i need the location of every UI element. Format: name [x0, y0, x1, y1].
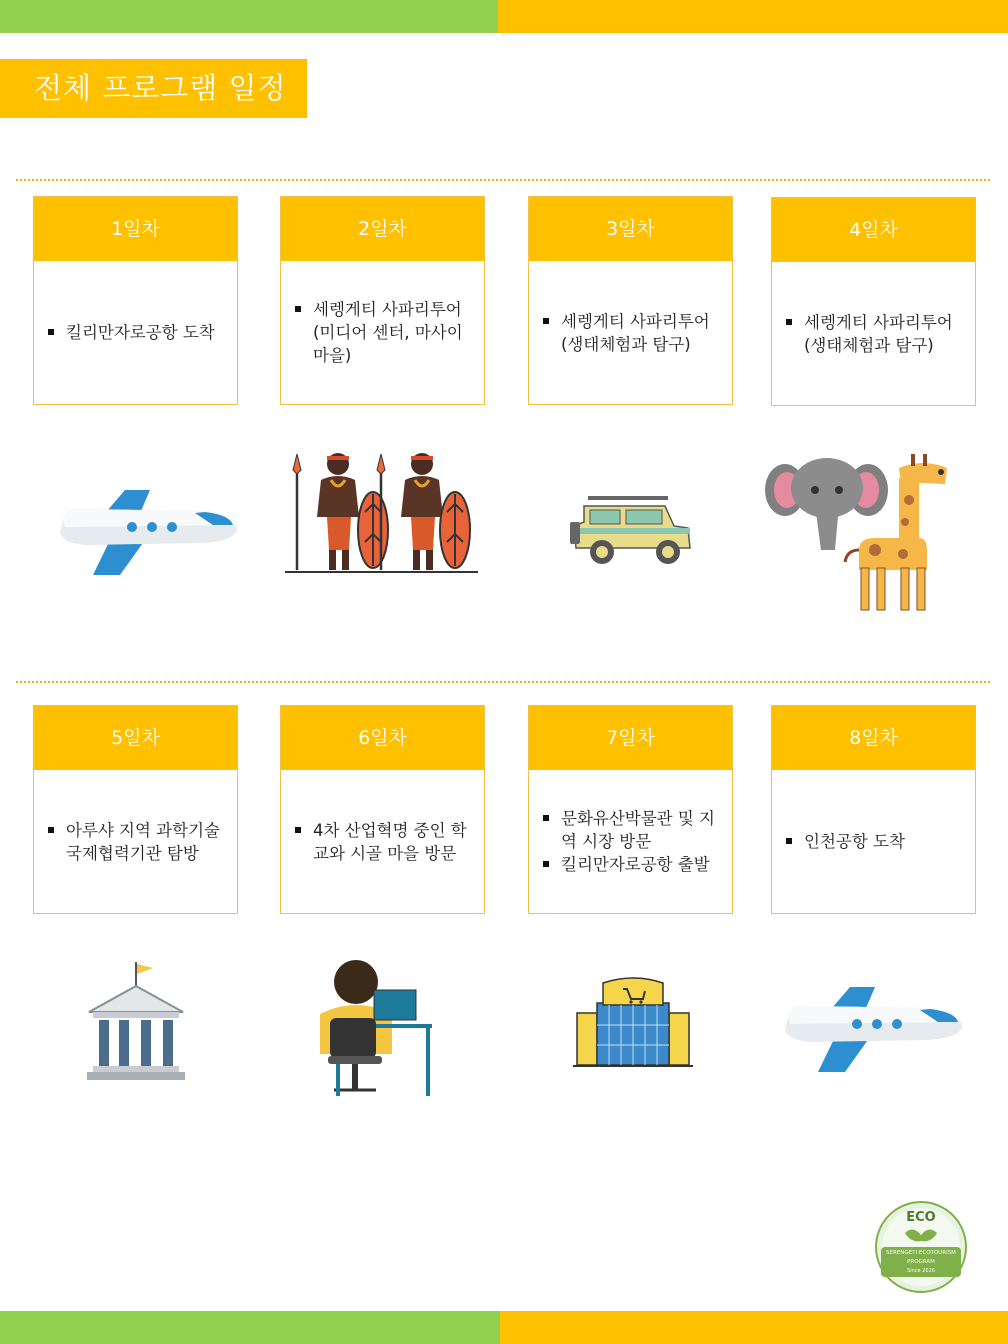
day-card-5	[33, 705, 238, 914]
day-label: 8일차	[772, 706, 975, 770]
day-card-6	[280, 705, 485, 914]
top-bar-yellow	[498, 0, 1008, 33]
day-card-4	[771, 197, 976, 406]
day-card-7	[528, 705, 733, 914]
day-label: 5일차	[34, 706, 237, 770]
eco-logo-subtitle: SERENGETI ECOTOURISM	[886, 1250, 956, 1256]
schedule-item: 세렝게티 사파리투어 (생태체험과 탐구)	[782, 311, 967, 357]
day-card-3	[528, 196, 733, 405]
day-label: 3일차	[529, 197, 732, 261]
divider-top	[16, 179, 990, 181]
schedule-item: 킬리만자로공항 도착	[44, 321, 215, 344]
day-card-2	[280, 196, 485, 405]
day-card-8	[771, 705, 976, 914]
bottom-bar-yellow	[500, 1311, 1008, 1344]
day-label: 7일차	[529, 706, 732, 770]
bottom-bar-green	[0, 1311, 500, 1344]
divider-middle	[16, 681, 990, 683]
airplane-icon	[780, 982, 965, 1077]
elephant-giraffe-icon	[763, 450, 953, 615]
day-card-1	[33, 196, 238, 405]
schedule-item: 문화유산박물관 및 지역 시장 방문	[539, 807, 724, 853]
day-label: 4일차	[772, 198, 975, 262]
day-label: 2일차	[281, 197, 484, 261]
top-bar-green	[0, 0, 498, 33]
schedule-item: 인천공항 도착	[782, 830, 905, 853]
market-building-icon	[573, 975, 693, 1069]
eco-logo	[875, 1201, 967, 1293]
page-title: 전체 프로그램 일정	[0, 59, 307, 118]
institution-building-icon	[85, 960, 187, 1082]
safari-jeep-icon	[570, 492, 694, 568]
student-computer-icon	[312, 958, 436, 1098]
schedule-item: 세렝게티 사파리투어 (미디어 센터, 마사이 마을)	[291, 298, 476, 367]
day-label: 1일차	[34, 197, 237, 261]
eco-logo-text: ECO	[906, 1210, 936, 1225]
schedule-item: 킬리만자로공항 출발	[539, 853, 724, 876]
schedule-item: 아루샤 지역 과학기술 국제협력기관 탐방	[44, 819, 229, 865]
maasai-warriors-icon	[283, 442, 480, 576]
schedule-item: 4차 산업혁명 중인 학교와 시골 마을 방문	[291, 819, 476, 865]
schedule-item: 세렝게티 사파리투어 (생태체험과 탐구)	[539, 310, 724, 356]
day-label: 6일차	[281, 706, 484, 770]
airplane-icon	[55, 485, 240, 580]
eco-logo-program: PROGRAM	[907, 1259, 935, 1265]
eco-logo-since: Since 2026	[907, 1268, 935, 1274]
